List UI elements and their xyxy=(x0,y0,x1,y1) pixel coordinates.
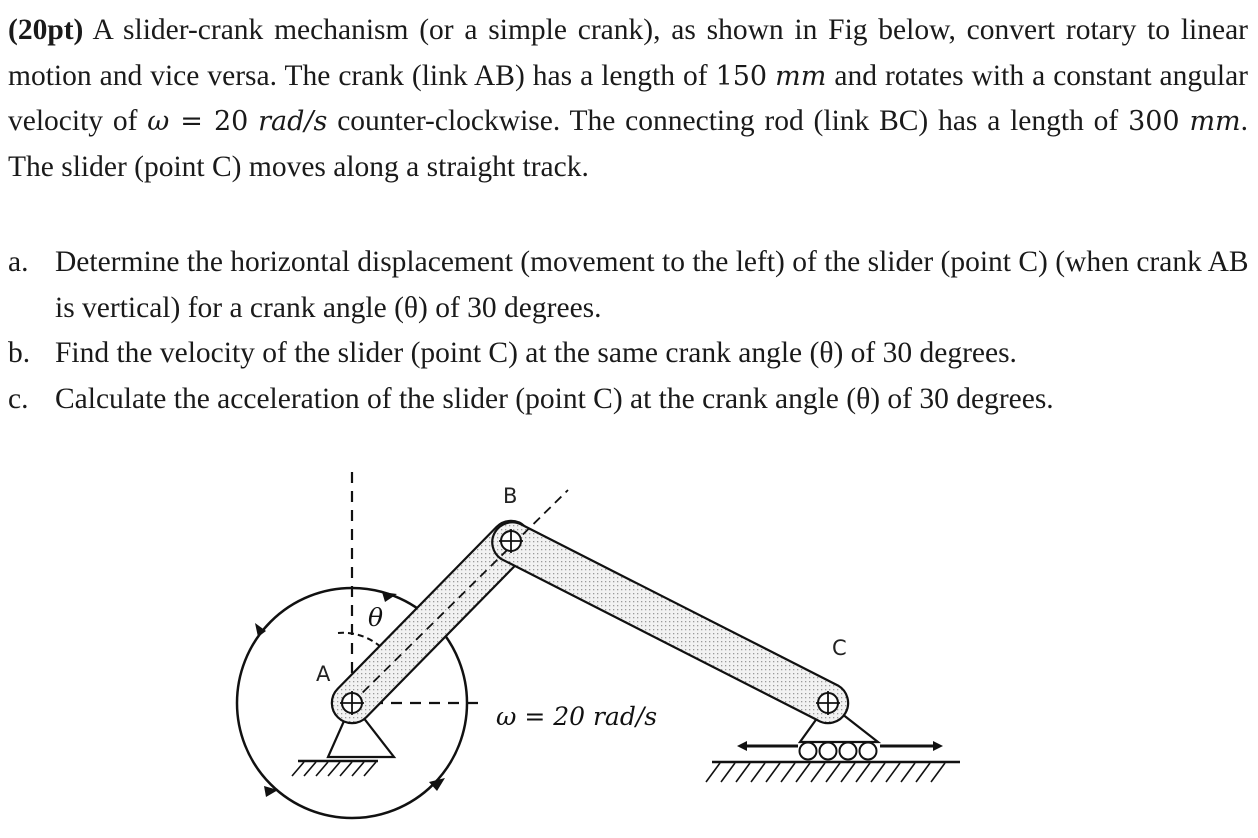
equals-sign: = xyxy=(169,106,214,137)
intro-text-4: . The slider (point C) moves along a straight track. xyxy=(8,105,1249,183)
question-text: Calculate the acceleration of the slider (point C) at the crank angle (θ) of 30 degrees. xyxy=(55,382,1054,415)
point-label-a: A xyxy=(316,662,331,686)
omega-symbol: ω xyxy=(147,106,170,137)
question-label: a. xyxy=(8,246,29,278)
question-label: c. xyxy=(8,382,29,415)
roller-icon xyxy=(800,743,817,760)
point-label-c: C xyxy=(832,636,847,660)
intro-text-1: A slider-crank mechanism (or a simple crank), as shown in Fig below, convert rotary to linear motion and vice versa. The crank (link AB) has a length of xyxy=(8,14,1248,92)
slider-track-ground xyxy=(706,762,960,782)
point-label-b: B xyxy=(503,484,518,508)
omega-unit: rad/s xyxy=(258,106,328,137)
intro-text-3: counter-clockwise. The connecting rod (link BC) has a length of xyxy=(327,105,1129,137)
crank-length-value: 150 xyxy=(715,60,768,92)
connecting-rod-bc xyxy=(492,522,848,723)
rotation-arrow-icon xyxy=(255,623,266,637)
theta-label: θ xyxy=(368,603,384,632)
roller-icon xyxy=(840,743,857,760)
crank-length-unit: mm xyxy=(775,60,827,92)
omega-value: 20 xyxy=(213,106,249,137)
question-label: b. xyxy=(8,337,31,369)
roller-icon xyxy=(820,743,837,760)
intro-text-2: and rotates with a constant angular velocity of xyxy=(8,59,1248,137)
angular-velocity-label: ω = 20 rad/s xyxy=(496,702,658,731)
rod-length-unit: mm xyxy=(1189,106,1241,137)
question-text: Determine the horizontal displacement (movement to the left) of the slider (point C) (when crank AB is vertical) for a crank angle (θ) of 30 degrees. xyxy=(55,246,1249,324)
points-label: (20pt) xyxy=(8,14,84,46)
roller-icon xyxy=(860,743,877,760)
question-text: Find the velocity of the slider (point C) at the same crank angle (θ) of 30 degrees. xyxy=(55,337,1017,369)
rod-length-value: 300 xyxy=(1128,106,1180,137)
